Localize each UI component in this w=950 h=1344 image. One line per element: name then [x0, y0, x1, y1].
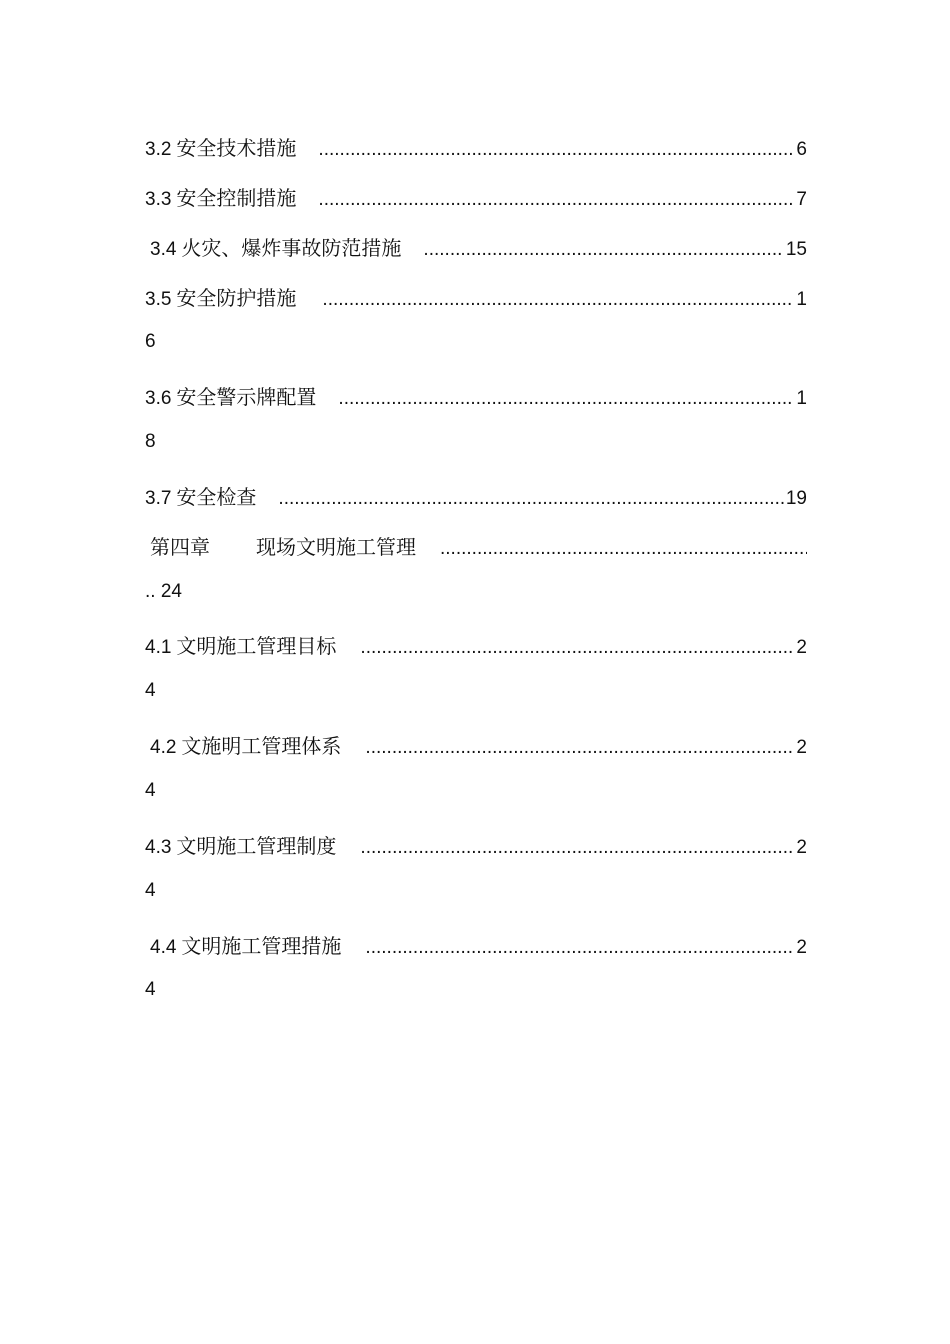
toc-entry — [145, 182, 807, 232]
toc-entry-number: 3.7 — [145, 487, 172, 509]
toc-entry-page-continued: 4 — [145, 979, 156, 1001]
toc-entry-wrap — [145, 431, 807, 481]
toc-entry-title: 安全技术措施 — [176, 136, 297, 160]
toc-entry-page: 19 — [785, 487, 807, 509]
toc-entry-wrap — [145, 331, 807, 381]
toc-leader-dots — [278, 488, 783, 510]
toc-entry-page: 2 — [796, 836, 807, 858]
toc-entry — [145, 830, 807, 880]
toc-entry-number: 4.2 — [150, 737, 177, 759]
toc-entry-page-continued: 8 — [145, 431, 156, 453]
toc-entry-title: 安全控制措施 — [176, 185, 297, 210]
toc-entry-page-continued: 4 — [145, 879, 156, 901]
toc-entry — [145, 481, 807, 531]
toc-entry-title: 火灾、爆炸事故防范措施 — [181, 235, 402, 260]
toc-entry-number: 4.1 — [145, 637, 172, 659]
toc-leader-dots — [423, 239, 783, 261]
toc-entry-page: 1 — [796, 288, 807, 310]
toc-entry-page-continued: 6 — [145, 331, 156, 353]
toc-leader-dots — [318, 139, 794, 161]
toc-entry-title: 安全警示牌配置 — [176, 385, 317, 410]
toc-entry-page: 7 — [796, 188, 807, 210]
toc-entry-page: 2 — [796, 936, 807, 958]
toc-leader-dots — [338, 388, 794, 410]
toc-leader-dots — [318, 189, 794, 211]
toc-entry-number: 3.6 — [145, 388, 172, 410]
table-of-contents — [145, 132, 807, 1029]
toc-entry-page-continued: 4 — [145, 779, 156, 801]
toc-entry — [145, 930, 807, 980]
toc-leader-dots — [360, 637, 794, 659]
toc-entry-number: 3.5 — [145, 288, 172, 310]
toc-entry-title: 文明施工管理制度 — [176, 833, 337, 858]
toc-entry-title: 文明施工管理措施 — [181, 933, 342, 958]
toc-entry-number: 3.4 — [150, 238, 177, 260]
toc-entry-page: 15 — [785, 238, 807, 260]
toc-entry — [145, 282, 807, 332]
toc-entry-wrap — [145, 979, 807, 1029]
toc-entry-number: 4.3 — [145, 836, 172, 858]
toc-entry — [145, 232, 807, 282]
toc-entry-number: 3.3 — [145, 188, 172, 210]
toc-entry-title: 文施明工管理体系 — [181, 734, 342, 759]
toc-chapter-number: 第四章 — [150, 534, 210, 559]
toc-chapter-title: 现场文明施工管理 — [256, 534, 416, 559]
toc-entry — [145, 132, 807, 182]
toc-chapter-entry — [145, 531, 807, 581]
toc-entry — [145, 381, 807, 431]
toc-entry-page: 2 — [796, 737, 807, 759]
toc-entry-page: 6 — [796, 139, 807, 160]
toc-entry-wrap — [145, 780, 807, 830]
toc-entry-page-continued: 4 — [145, 680, 156, 702]
toc-entry-page: 1 — [796, 388, 807, 410]
toc-leader-dots — [360, 837, 794, 859]
toc-entry-wrap — [145, 680, 807, 730]
toc-entry-page: 2 — [796, 637, 807, 659]
toc-leader-dots — [365, 937, 794, 959]
toc-entry-number: 4.4 — [150, 936, 177, 958]
toc-entry — [145, 630, 807, 680]
toc-entry-title: 安全防护措施 — [176, 285, 297, 310]
toc-leader-dots — [322, 289, 794, 311]
toc-entry-number: 3.2 — [145, 139, 172, 160]
toc-entry-title: 文明施工管理目标 — [176, 634, 337, 659]
toc-leader-dots — [365, 737, 794, 759]
toc-entry-wrap — [145, 880, 807, 930]
toc-chapter-page-continued: .. 24 — [145, 580, 182, 602]
toc-leader-dots — [440, 538, 807, 560]
toc-entry-title: 安全检查 — [176, 484, 257, 509]
toc-entry — [145, 730, 807, 780]
toc-entry-wrap — [145, 581, 807, 631]
